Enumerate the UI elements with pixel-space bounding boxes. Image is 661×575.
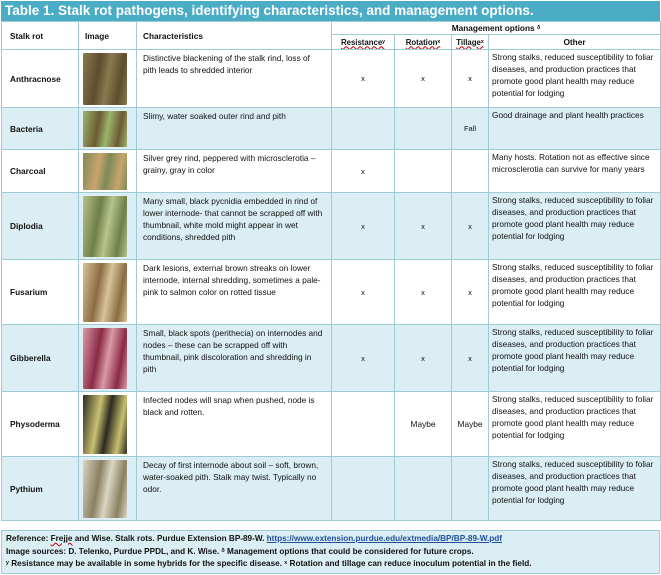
characteristics-text: Slimy, water soaked outer rind and pith: [137, 108, 332, 150]
tillage-value: [452, 150, 489, 193]
table-footer: [1, 530, 660, 574]
rotation-value: x: [395, 193, 452, 260]
stalk-rot-name: Gibberella: [2, 325, 79, 392]
stalk-rot-name: Pythium: [2, 457, 79, 521]
tillage-value: Maybe: [452, 392, 489, 457]
header-tillage: Tillageˣ: [452, 35, 489, 50]
characteristics-text: Distinctive blackening of the stalk rind, loss of pith leads to shredded interior: [137, 50, 332, 108]
other-options-text: Many hosts. Rotation not as effective since microsclerotia can survive for many years: [489, 150, 661, 193]
other-options-text: Strong stalks, reduced susceptibility to foliar diseases, and production practices that promote good plant health may reduce potential for lodging: [489, 457, 661, 521]
image-cell: [79, 392, 137, 457]
stalk-rot-name: Anthracnose: [2, 50, 79, 108]
tillage-value: Fall: [452, 108, 489, 150]
footer-reference: [6, 533, 655, 546]
tillage-value: x: [452, 50, 489, 108]
reference-prefix: Reference:: [6, 534, 51, 543]
stalk-rot-photo: [83, 395, 127, 454]
resistance-value: [332, 108, 395, 150]
image-cell: [79, 325, 137, 392]
rotation-value: Maybe: [395, 392, 452, 457]
header-image: Image: [79, 22, 137, 50]
header-management-options: Management options ᵟ: [332, 22, 661, 35]
header-other: Other: [489, 35, 661, 50]
reference-author: Frejje: [50, 534, 73, 543]
stalk-rot-name: Bacteria: [2, 108, 79, 150]
rotation-value: x: [395, 325, 452, 392]
table-title: Table 1. Stalk rot pathogens, identifying characteristics, and management options.: [1, 1, 660, 21]
image-cell: [79, 108, 137, 150]
table-row: [2, 50, 661, 108]
footer-resistance-note: ʸ Resistance may be available in some hybrids for the specific disease. ˣ Rotation and tillage can reduce inoculum potential in the field.: [6, 559, 532, 568]
stalk-rot-name: Fusarium: [2, 260, 79, 325]
image-cell: [79, 260, 137, 325]
table-row: [2, 325, 661, 392]
stalk-rot-name: Charcoal: [2, 150, 79, 193]
header-row-top: [2, 22, 661, 35]
rotation-value: [395, 108, 452, 150]
stalk-rot-photo: [83, 263, 127, 322]
tillage-value: x: [452, 325, 489, 392]
table-row: [2, 457, 661, 521]
characteristics-text: Infected nodes will snap when pushed, node is black and rotten.: [137, 392, 332, 457]
stalk-rot-photo: [83, 328, 127, 389]
characteristics-text: Silver grey rind, peppered with microsclerotia – grainy, gray in color: [137, 150, 332, 193]
image-cell: [79, 457, 137, 521]
resistance-value: [332, 457, 395, 521]
resistance-value: x: [332, 260, 395, 325]
rotation-value: [395, 150, 452, 193]
table-row: [2, 150, 661, 193]
characteristics-text: Many small, black pycnidia embedded in rind of lower internode- that cannot be scrapped off with thumbnail, white mold might appear in wet conditions, shredded pith: [137, 193, 332, 260]
table-row: [2, 108, 661, 150]
stalk-rot-name: Diplodia: [2, 193, 79, 260]
other-options-text: Strong stalks, reduced susceptibility to foliar diseases, and production practices that promote good plant health may reduce potential for lodging: [489, 50, 661, 108]
header-resistance: Resistanceʸ: [332, 35, 395, 50]
table-row: [2, 260, 661, 325]
other-options-text: Strong stalks, reduced susceptibility to foliar diseases, and production practices that promote good plant health may reduce potential for lodging: [489, 260, 661, 325]
rotation-value: [395, 457, 452, 521]
resistance-value: [332, 392, 395, 457]
reference-link[interactable]: https://www.extension.purdue.edu/extmedia/BP/BP-89-W.pdf: [266, 534, 503, 543]
header-characteristics: Characteristics: [137, 22, 332, 50]
stalk-rot-photo: [83, 111, 127, 147]
resistance-value: x: [332, 150, 395, 193]
tillage-value: x: [452, 193, 489, 260]
header-stalk-rot: Stalk rot: [2, 22, 79, 50]
reference-text: and Wise. Stalk rots. Purdue Extension BP-89-W.: [72, 534, 267, 543]
stalk-rot-photo: [83, 153, 127, 190]
image-cell: [79, 50, 137, 108]
resistance-value: x: [332, 325, 395, 392]
other-options-text: Good drainage and plant health practices: [489, 108, 661, 150]
characteristics-text: Dark lesions, external brown streaks on lower internode, internal shredding, sometimes a pale-pink to salmon color on rotted tissue: [137, 260, 332, 325]
characteristics-text: Small, black spots (perithecia) on internodes and nodes – these can be scrapped off with thumbnail, pink discoloration and shredding in pith: [137, 325, 332, 392]
table-row: [2, 193, 661, 260]
tillage-value: x: [452, 260, 489, 325]
characteristics-text: Decay of first internode about soil – soft, brown, water-soaked pith. Stalk may twist. Typically no odor.: [137, 457, 332, 521]
image-cell: [79, 150, 137, 193]
stalk-rot-photo: [83, 53, 127, 105]
resistance-value: x: [332, 193, 395, 260]
other-options-text: Strong stalks, reduced susceptibility to foliar diseases, and production practices that promote good plant health may reduce potential for lodging: [489, 325, 661, 392]
image-cell: [79, 193, 137, 260]
table-row: [2, 392, 661, 457]
stalk-rot-name: Physoderma: [2, 392, 79, 457]
stalk-rot-table: [1, 21, 661, 521]
resistance-value: x: [332, 50, 395, 108]
other-options-text: Strong stalks, reduced susceptibility to foliar diseases, and production practices that promote good plant health may reduce potential for lodging: [489, 193, 661, 260]
footer-image-sources: Image sources: D. Telenko, Purdue PPDL, and K. Wise. ᵟ Management options that could be considered for future crops.: [6, 546, 474, 556]
rotation-value: x: [395, 260, 452, 325]
other-options-text: Strong stalks, reduced susceptibility to foliar diseases, and production practices that promote good plant health may reduce potential for lodging: [489, 392, 661, 457]
stalk-rot-photo: [83, 460, 127, 518]
tillage-value: [452, 457, 489, 521]
header-rotation: Rotationˣ: [395, 35, 452, 50]
stalk-rot-photo: [83, 196, 127, 257]
rotation-value: x: [395, 50, 452, 108]
